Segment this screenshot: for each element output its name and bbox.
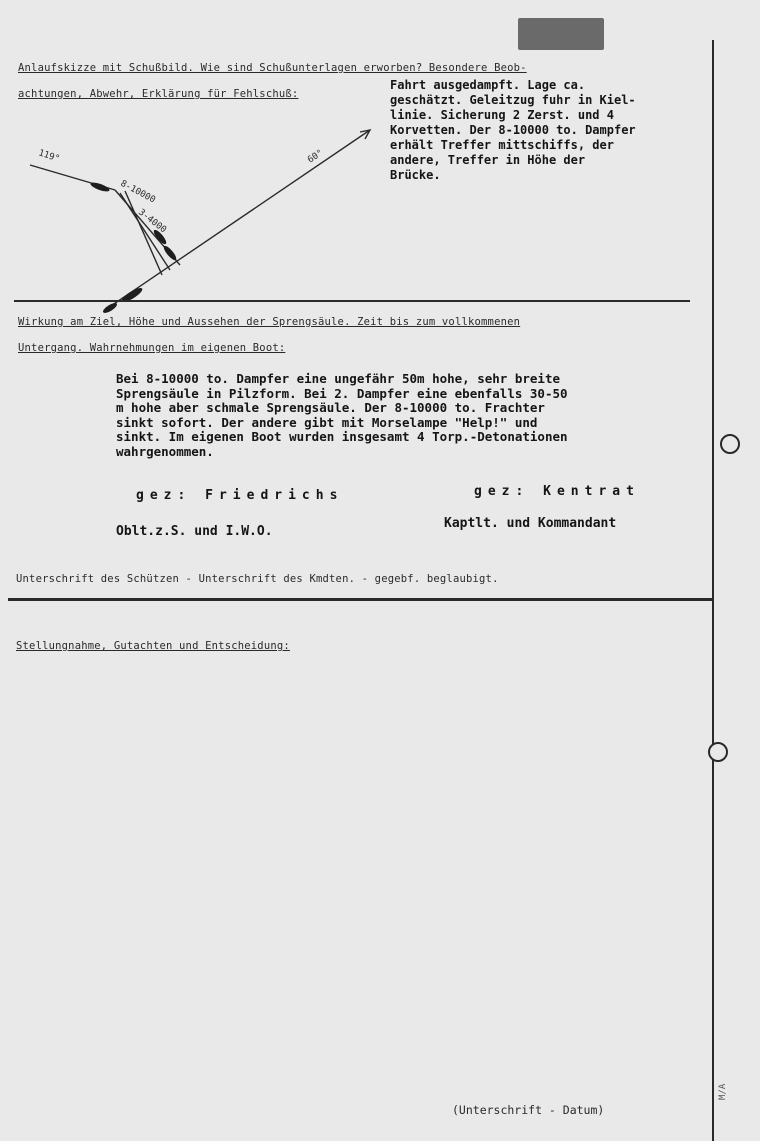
edge-note: M/A bbox=[718, 1083, 728, 1100]
sketch-distance-2: 3-4000 bbox=[136, 207, 168, 236]
divider-effect bbox=[14, 300, 690, 302]
redaction-stamp bbox=[518, 18, 604, 50]
observation-line: linie. Sicherung 2 Zerst. und 4 bbox=[390, 108, 614, 122]
label-signature: Unterschrift des Schützen - Unterschrift des Kmdten. - gegebf. beglaubigt. bbox=[16, 573, 499, 585]
effect-line: sinkt sofort. Der andere gibt mit Morselampe "Help!" und bbox=[116, 414, 538, 430]
punch-hole-bottom bbox=[708, 742, 728, 762]
signature-right-rank: Kaptlt. und Kommandant bbox=[444, 516, 617, 531]
label-effect: Wirkung am Ziel, Höhe und Aussehen der Sprengsäule. Zeit bis zum vollkommenen bbox=[18, 316, 521, 328]
punch-hole-top bbox=[720, 434, 740, 454]
signature-left-rank: Oblt.z.S. und I.W.O. bbox=[116, 524, 273, 539]
observation-line: Fahrt ausgedampft. Lage ca. bbox=[390, 78, 586, 92]
label-footer: (Unterschrift - Datum) bbox=[452, 1103, 605, 1117]
observation-line: andere, Treffer in Höhe der bbox=[390, 153, 586, 167]
effect-line: Bei 8-10000 to. Dampfer eine ungefähr 50m hohe, sehr breite bbox=[116, 371, 561, 386]
sketch-uboat-mark bbox=[90, 181, 111, 193]
sketch-heading-right: 60° bbox=[306, 148, 326, 166]
effect-line: sinkt. Im eigenen Boot wurden insgesamt 4 Torp.-Detonationen bbox=[116, 429, 568, 444]
margin-line bbox=[712, 40, 714, 1141]
effect-line: m hohe aber schmale Sprengsäule. Der 8-10000 to. Frachter bbox=[116, 400, 545, 415]
label-sketch: Anlaufskizze mit Schußbild. Wie sind Schußunterlagen erworben? Besondere Beob- bbox=[18, 62, 527, 74]
observation-line: erhält Treffer mittschiffs, der bbox=[390, 138, 614, 152]
divider-opinion bbox=[8, 598, 712, 601]
sketch-ship-mark bbox=[102, 301, 119, 315]
sketch-distance-1: 8-10000 bbox=[118, 178, 157, 206]
label-sketch-2: achtungen, Abwehr, Erklärung für Fehlschuß: bbox=[18, 88, 299, 100]
observation-line: Korvetten. Der 8-10000 to. Dampfer bbox=[390, 123, 636, 137]
effect-text bbox=[116, 372, 568, 459]
sketch-ship-mark bbox=[162, 244, 178, 262]
signature-left-name: gez: Friedrichs bbox=[136, 488, 344, 503]
sketch-heading-left: 119° bbox=[37, 148, 61, 165]
signature-right-name: gez: Kentrat bbox=[474, 484, 640, 499]
effect-line: wahrgenommen. bbox=[116, 443, 214, 459]
attack-sketch bbox=[20, 125, 380, 320]
label-effect-2: Untergang. Wahrnehmungen im eigenen Boot: bbox=[18, 342, 286, 354]
label-opinion: Stellungnahme, Gutachten und Entscheidung: bbox=[16, 640, 290, 652]
sketch-arrow-head bbox=[360, 130, 370, 139]
effect-line: Sprengsäule in Pilzform. Bei 2. Dampfer eine ebenfalls 30-50 bbox=[116, 385, 568, 401]
observation-line: geschätzt. Geleitzug fuhr in Kiel- bbox=[390, 93, 636, 107]
observation-line: Brücke. bbox=[390, 168, 441, 182]
observations-text bbox=[390, 78, 636, 183]
